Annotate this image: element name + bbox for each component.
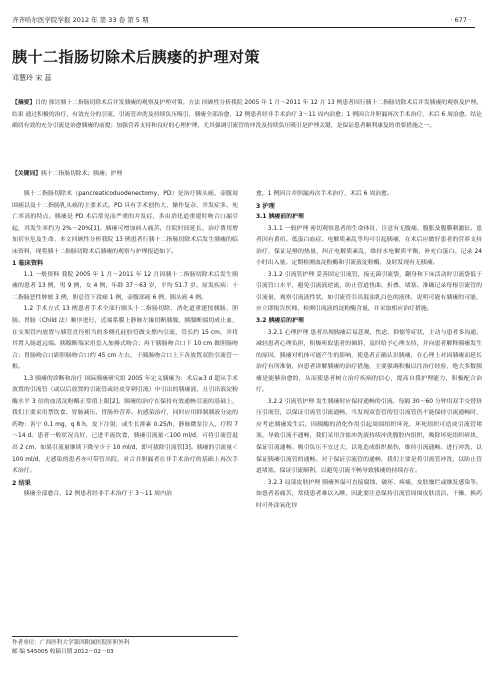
right-column xyxy=(256,189,482,512)
body-paragraph: 3.2.3 局部皮肤护理 胰瘘外溢可直接腐蚀、破坏、疼痛，皮肤糜烂或继发感染等。如患者着痛苦，常使患者难以入睡，因此要注意保持引流管周围皮肤清洁、干燥，换药时可外涂氧化锌 xyxy=(256,479,482,509)
keywords xyxy=(12,169,482,180)
footnote-postcode-date: 邮 编 545005 收稿日期 2012－02－03 xyxy=(12,649,114,655)
running-header xyxy=(12,14,475,28)
footnote-affiliation: 作者单位：广西医科大学第四附属医院肝胆外科 xyxy=(12,640,130,646)
body-paragraph: 1.2 手术方式 13 例患者手术全部行胰头十二指肠切除，消化道重建按胰肠、胆肠、胃肠（Child 法）顺序进行，近端系膜上静脉左缘切断胰腺，胰腺断端切成止血，在支架管内放置与胰管直径相当的多侧孔硅胶管做支撑内引流，管长约 15 cm，并将其置入肠道远端。胰腺断端采用套入加褥式吻合；再于胰肠吻合口下 10 cm 做胆肠吻合；胃肠吻合口距胆肠吻合口约 45 cm 左右，于胰肠吻合口上下各放置双腔引流管一根。 xyxy=(12,306,238,371)
body-paragraph: 胰瘘全部愈合，12 例患者经非手术治疗于 3～11 周内治 xyxy=(23,491,172,498)
section-heading: 3.2 胰瘘后的护理 xyxy=(256,318,304,325)
abstract xyxy=(12,98,482,133)
keywords-text: 胰十二指肠切除术；胰瘘；护理 xyxy=(41,171,123,177)
keywords-label: 【关键词】 xyxy=(12,171,41,177)
section-heading: 2 结果 xyxy=(12,479,31,487)
body-paragraph: 3.1.1 一般护理 密切观察患者的生命体征，注意有无腹痛、腹胀及腹膜刺激征。患者因有黄疸、低蛋白血症、电解质紊乱等均可引起胰瘘，在术后应做好患者的营养支持治疗，保证足够的热量，纠正电解质紊乱，维持水电解质平衡，补充白蛋白。记录 24 小时出入量。定期检测血淀粉酶和引流液淀粉酶，及时发现有无胰瘘。 xyxy=(256,225,482,267)
section-heading: 3.1 胰瘘前的护理 xyxy=(256,214,304,221)
page-number: · 677 · xyxy=(450,16,471,24)
abstract-text: 目的 探讨胰十二指肠切除术后并发胰瘘的观察及护理对策。方法 回顾性分析我院 2005 年 1 月～2011 年 12 月 13 例患者因行胰十二指肠切除术后并发胰瘘的观察及护理。结果 通过积极的治疗、有效充分的引流、引流管冲洗及持续负压吸引，胰瘘全部治愈，12 例患者经非手术治疗 3～11 周内治愈；1 例因合并胆漏再次手术治疗，术后 6 周治愈。结论 确切有效的充分引流是治愈胰瘘的前提；加强营养支持和良好的心理护理、尤其强调引流管的冲洗及持续负压吸引是护理关键，是保证患者顺利康复的重要措施之一。 xyxy=(12,100,482,130)
body-paragraph: 3.2.1 心理护理 患者出现胰瘘后易悲观、焦虑、抑郁等症状，主动与患者多沟通，减轻患者心理负担，积极听取患者的倾诉，及时给予心理支持，并向患者解释胰瘘发生的原因，胰瘘对机体可能产生的影响，使患者正确认识胰瘘，在心理上对因胰瘘而延长治疗有所准备，向患者讲解胰瘘的治疗措施，主要强调积极以往治疗经验，绝大多数胰瘘是能够治愈的，从而使患者树立治疗疾病的信心，提高自我护理能力，积极配合治疗。 xyxy=(256,329,482,394)
abstract-label: 【摘要】 xyxy=(12,100,36,106)
journal-name: 齐齐哈尔医学院学报 2012 年 第 33 卷 第 5 期 xyxy=(12,16,149,24)
body-paragraph: 1.1 一般资料 我院 2005 年 1 月～2011 年 12 月因胰十二指肠切除术后发生胰瘘的患者 13 例，男 9 例，女 4 例，年龄 37～63 岁，平均 51.7 岁。原发疾病：十二指肠恶性肿瘤 3 例，胆总管下段癌 1 例，壶腹部癌 6 例，胰头癌 4 例。 xyxy=(12,271,238,301)
section-heading: 3 护理 xyxy=(256,202,275,210)
left-column xyxy=(12,189,238,501)
author-footnote xyxy=(12,636,238,657)
article-title: 胰十二指肠切除术后胰瘘的护理对策 xyxy=(12,48,261,66)
body-paragraph: 1.3 胰瘘的诊断和治疗 国际胰瘘研究组 2005 年定义胰瘘为：术后≥3 d 超从手术放置的引流管（或以后放置的引流管或经皮穿刺引流）中引出的胰瘘液，且引出液淀粉酶水平 3 倍的血清淀粉酶正常值上限[2]。胰瘘的治疗在保持有效通畅引流的基础上，我们主要采用禁饮食、胃肠减压、胃肠外营养、抗感染治疗，同时应用抑制胰液分泌的药物：善宁 0.1 mg，q 8 h，皮下注射，或生长抑素 0.25/h，静脉微泵注入，疗程 7～14 d。患者一般状况良好，已进半流饮食，胰瘘引流量＜100 ml/d，可将引流管退出 2 cm，如果引流量继续下降至少于 10 ml/d，即可拔除引流管[3]。胰瘘的引流量＜100 ml/d，无感染的患者亦可带管出院。对合并胆漏者在非手术治疗的基础上再次手术治疗。 xyxy=(12,375,238,475)
body-paragraph: 愈，1 例因合并胆漏再次手术治疗，术后 6 周治愈。 xyxy=(256,191,393,197)
author-list: 邓慧玲 宋 蕊 xyxy=(12,74,52,82)
body-paragraph: 3.2.2 引流管护理 发生胰瘘时应保持通畅的引流。每隔 30～60 分钟用双手交替挤压引流管，以保证引流管引流通畅，当发现双套管的管引流管仍不能保持引流通畅时，应考虑胰瘘发生后，因胰酶的消化作用引起周围组织坏死，坏死组织可造成引流管堵塞，导致引流不通畅，我们采用含盐冲洗液持续冲洗腹腔内组织，吸除坏死组织碎块，保证引流通畅。吸引负压不宜过大，以免造成组织损伤，维持引流通畅。进行冲洗，以保证胰瘘引流管的通畅。对于保证引流管的通畅，我们主要是将引流管冲洗，以防止管道堵塞，保证引流顺利，以避免引流不畅导致胰瘘的持续存在。 xyxy=(256,398,482,475)
section-heading: 1 临床资料 xyxy=(12,260,44,268)
body-paragraph: 3.1.2 引流管护理 妥善固定引流管，接无菌引流袋，翻身和下床活动时引流袋低于引流管口水平，避免引流液逆流，防止管道扭曲、折叠、堵塞。准确记录每根引流管的引流量，观察引流液性状，如引流管引出混浊乳白色的液体，说明可能有胰瘘的可能，应立即报告医师，检测引流液的淀粉酶含量，并采取相应治疗措施。 xyxy=(256,271,482,313)
body-paragraph: 胰十二指肠切除术（pancreaticoduodenectomy，PD）是治疗胰头癌、壶腹周围癌以及十二指肠乳头癌的主要术式。PD 具有手术创伤大、操作复杂、并发症多、死亡率高的特点。胰瘘是 PD 术后常见而严重的并发症，多由消化道重建时吻合口漏引起，其发生率约为 2%～20%[1]。胰瘘可增加病人痛苦，住院时间延长，治疗费用增加甚至危及生命。本文回顾性分析我院 13 例患者行胰十二指肠切除术后发生胰瘘的临床资料，现将胰十二指肠切除术后胰瘘的观察与护理报道如下。 xyxy=(12,191,238,255)
